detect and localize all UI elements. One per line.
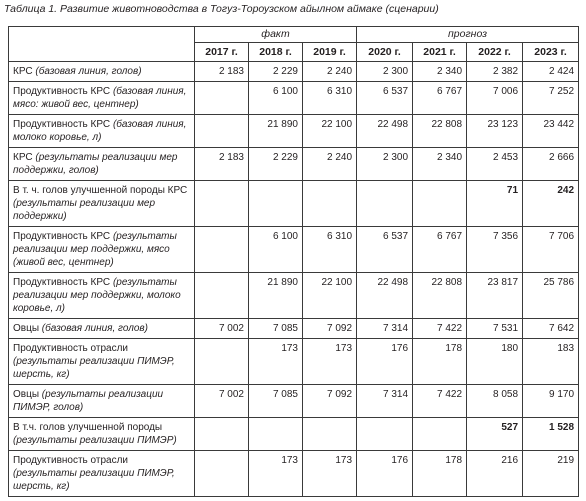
value-cell: 7 085 [249,319,303,339]
row-label: КРС [13,152,33,163]
value-cell: 2 183 [195,62,249,82]
row-note: (базовая линия, мясо: живой вес, центнер) [13,86,187,110]
table-row [9,62,579,82]
value-cell: 7 092 [303,385,357,418]
row-label: Продуктивность отрасли [13,343,129,354]
row-label-cell [9,319,195,339]
row-label-cell [9,82,195,115]
row-note: (результаты реализации мер поддержки, мясо (живой вес, центнер) [13,231,177,268]
row-note: (базовая линия, молоко коровье, л) [13,119,187,143]
value-cell: 23 817 [467,273,523,319]
table-row [9,418,579,451]
value-cell: 176 [357,451,413,497]
value-cell: 22 498 [357,115,413,148]
value-cell: 6 537 [357,82,413,115]
row-label-cell [9,418,195,451]
table-row [9,339,579,385]
row-note: (результаты реализации ПИМЭР) [13,435,177,446]
value-cell: 6 100 [249,82,303,115]
table-caption: Таблица 1. Развитие животноводства в Тогуз-Тороузском айылном аймаке (сценарии) [4,3,439,15]
value-cell: 527 [467,418,523,451]
value-cell [303,181,357,227]
value-cell: 6 767 [413,227,467,273]
value-cell [195,418,249,451]
value-cell [413,418,467,451]
value-cell: 2 240 [303,148,357,181]
row-label: Овцы [13,323,40,334]
header-empty-cell [9,27,195,62]
value-cell: 6 100 [249,227,303,273]
value-cell: 22 498 [357,273,413,319]
row-label: Продуктивность КРС [13,277,111,288]
value-cell [195,115,249,148]
value-cell: 25 786 [523,273,579,319]
value-cell: 7 002 [195,319,249,339]
row-label-cell [9,385,195,418]
row-label: В т.ч. голов улучшенной породы [13,422,163,433]
value-cell: 8 058 [467,385,523,418]
value-cell: 6 310 [303,227,357,273]
value-cell: 22 808 [413,273,467,319]
value-cell: 2 240 [303,62,357,82]
value-cell [303,418,357,451]
value-cell: 7 006 [467,82,523,115]
row-label-cell [9,115,195,148]
row-note: (результаты реализации ПИМЭР, голов) [13,389,164,413]
row-label-cell [9,62,195,82]
value-cell [195,82,249,115]
livestock-table [8,26,579,497]
table-row [9,273,579,319]
header-year: 2020 г. [357,43,413,62]
value-cell: 173 [249,339,303,385]
value-cell [357,418,413,451]
value-cell: 178 [413,339,467,385]
header-group-fact: факт [195,27,357,43]
table-row [9,385,579,418]
value-cell: 7 252 [523,82,579,115]
value-cell: 2 300 [357,62,413,82]
value-cell: 2 340 [413,62,467,82]
value-cell: 21 890 [249,115,303,148]
value-cell [195,339,249,385]
value-cell: 9 170 [523,385,579,418]
value-cell: 6 767 [413,82,467,115]
row-label: Овцы [13,389,40,400]
header-year: 2018 г. [249,43,303,62]
row-label-cell [9,181,195,227]
value-cell: 22 808 [413,115,467,148]
value-cell: 1 528 [523,418,579,451]
value-cell: 2 382 [467,62,523,82]
value-cell: 2 424 [523,62,579,82]
value-cell [195,181,249,227]
row-label: Продуктивность КРС [13,231,111,242]
value-cell: 7 642 [523,319,579,339]
value-cell: 219 [523,451,579,497]
value-cell: 71 [467,181,523,227]
value-cell [357,181,413,227]
value-cell: 7 002 [195,385,249,418]
value-cell: 2 229 [249,62,303,82]
value-cell: 173 [303,451,357,497]
value-cell: 7 356 [467,227,523,273]
value-cell: 183 [523,339,579,385]
row-label-cell [9,227,195,273]
row-label-cell [9,451,195,497]
value-cell [195,273,249,319]
table-row [9,181,579,227]
row-label: Продуктивность КРС [13,119,111,130]
value-cell: 7 314 [357,319,413,339]
value-cell: 216 [467,451,523,497]
value-cell: 2 340 [413,148,467,181]
value-cell: 7 422 [413,319,467,339]
table-row [9,451,579,497]
value-cell: 2 453 [467,148,523,181]
table-row [9,115,579,148]
value-cell [413,181,467,227]
table-row [9,148,579,181]
row-label-cell [9,273,195,319]
value-cell: 2 229 [249,148,303,181]
value-cell: 173 [249,451,303,497]
value-cell: 180 [467,339,523,385]
value-cell: 23 123 [467,115,523,148]
value-cell: 21 890 [249,273,303,319]
value-cell: 2 183 [195,148,249,181]
value-cell: 7 314 [357,385,413,418]
value-cell: 7 706 [523,227,579,273]
row-label: КРС [13,66,33,77]
value-cell: 7 092 [303,319,357,339]
value-cell: 176 [357,339,413,385]
row-note: (результаты реализации мер поддержки, молоко коровье, л) [13,277,181,314]
value-cell [249,418,303,451]
row-label-cell [9,339,195,385]
row-label-cell [9,148,195,181]
value-cell [195,451,249,497]
value-cell [195,227,249,273]
row-note: (базовая линия, голов) [35,66,142,77]
header-group-forecast: прогноз [357,27,579,43]
value-cell: 6 310 [303,82,357,115]
value-cell [249,181,303,227]
header-year: 2023 г. [523,43,579,62]
header-year: 2022 г. [467,43,523,62]
row-note: (результаты реализации мер поддержки) [13,198,156,222]
row-note: (результаты реализации мер поддержки, голов) [13,152,178,176]
table-body [9,62,579,497]
header-year: 2019 г. [303,43,357,62]
value-cell: 242 [523,181,579,227]
value-cell: 23 442 [523,115,579,148]
value-cell: 22 100 [303,273,357,319]
row-label: В т. ч. голов улучшенной породы КРС [13,185,188,196]
value-cell: 178 [413,451,467,497]
row-label: Продуктивность КРС [13,86,111,97]
row-note: (результаты реализации ПИМЭР, шерсть, кг) [13,468,175,492]
header-year: 2017 г. [195,43,249,62]
row-label: Продуктивность отрасли [13,455,129,466]
row-note: (результаты реализации ПИМЭР, шерсть, кг) [13,356,175,380]
table-row [9,319,579,339]
value-cell: 173 [303,339,357,385]
value-cell: 6 537 [357,227,413,273]
value-cell: 2 666 [523,148,579,181]
table-row [9,227,579,273]
value-cell: 7 531 [467,319,523,339]
row-note: (базовая линия, голов) [41,323,148,334]
table-row [9,82,579,115]
value-cell: 22 100 [303,115,357,148]
value-cell: 7 422 [413,385,467,418]
value-cell: 2 300 [357,148,413,181]
value-cell: 7 085 [249,385,303,418]
header-year: 2021 г. [413,43,467,62]
header-group-row [9,27,579,43]
